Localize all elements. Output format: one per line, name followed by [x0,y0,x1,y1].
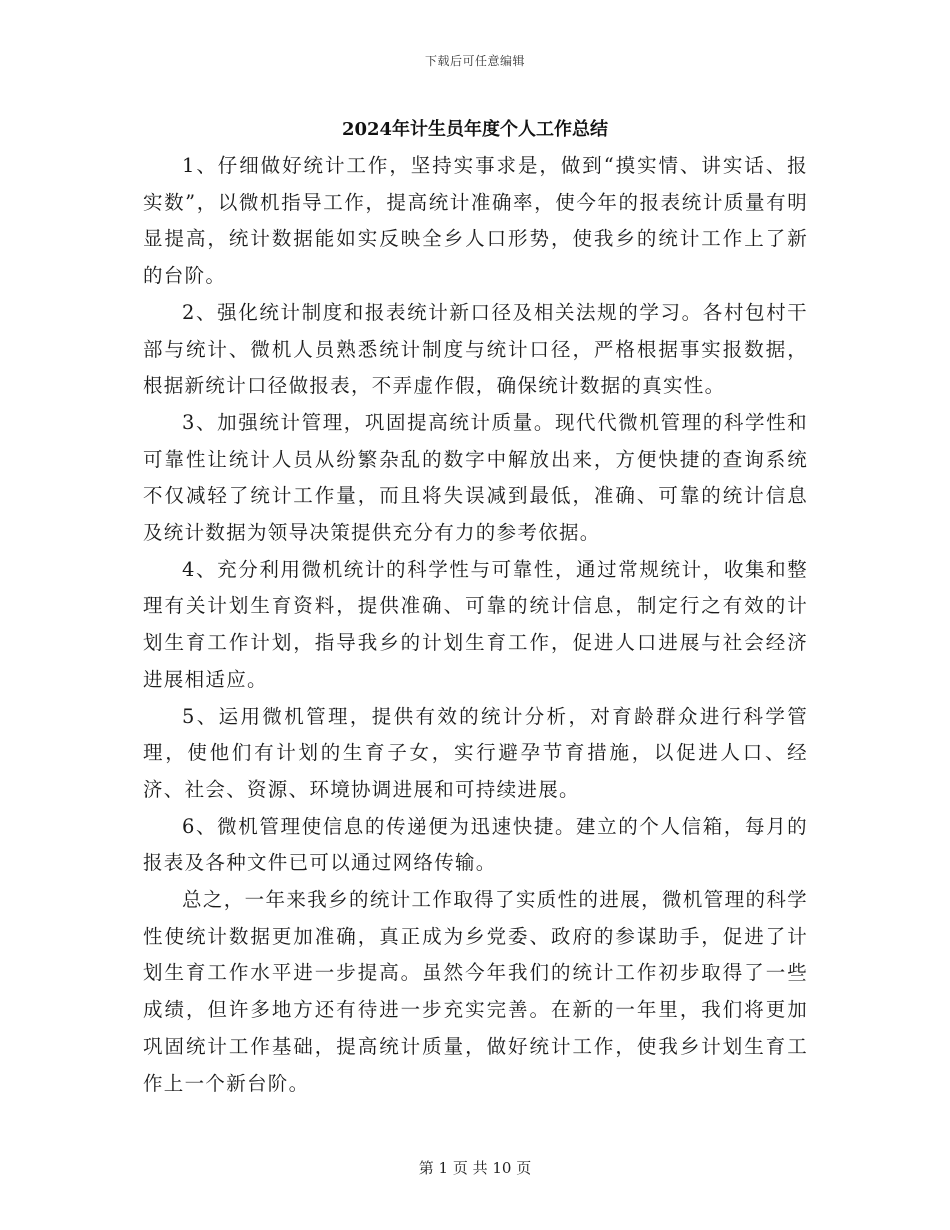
paragraph-summary: 总之，一年来我乡的统计工作取得了实质性的进展，微机管理的科学性使统计数据更加准确，真正成为乡党委、政府的参谋助手，促进了计划生育工作水平进一步提高。虽然今年我们的统计工作初步取得了一些成绩，但许多地方还有待进一步充实完善。在新的一年里，我们将更加巩固统计工作基础，提高统计质量，做好统计工作，使我乡计划生育工作上一个新台阶。 [143,888,808,1095]
page-number: 第 1 页 共 10 页 [418,1159,532,1177]
paragraph-3: 3、加强统计管理，巩固提高统计质量。现代代微机管理的科学性和可靠性让统计人员从纷繁杂乱的数字中解放出来，方便快捷的查询系统不仅减轻了统计工作量，而且将失误减到最低，准确、可靠的统计信息及统计数据为领导决策提供充分有力的参考依据。 [143,410,808,545]
document-body [143,148,808,1102]
header-note: 下载后可任意编辑 [424,54,525,68]
paragraph-6: 6、微机管理使信息的传递便为迅速快捷。建立的个人信箱，每月的报表及各种文件已可以通过网络传输。 [143,814,808,875]
paragraph-5: 5、运用微机管理，提供有效的统计分析，对育龄群众进行科学管理，使他们有计划的生育子女，实行避孕节育措施，以促进人口、经济、社会、资源、环境协调进展和可持续进展。 [143,704,808,801]
paragraph-2: 2、强化统计制度和报表统计新口径及相关法规的学习。各村包村干部与统计、微机人员熟悉统计制度与统计口径，严格根据事实报数据，根据新统计口径做报表，不弄虚作假，确保统计数据的真实性。 [143,300,808,398]
paragraph-4: 4、充分利用微机统计的科学性与可靠性，通过常规统计，收集和整理有关计划生育资料，提供准确、可靠的统计信息，制定行之有效的计划生育工作计划，指导我乡的计划生育工作，促进人口进展与社会经济进展相适应。 [143,557,808,691]
paragraph-1: 1、仔细做好统计工作，坚持实事求是，做到“摸实情、讲实话、报实数”，以微机指导工作，提高统计准确率，使今年的报表统计质量有明显提高，统计数据能如实反映全乡人口形势，使我乡的统计工作上了新的台阶。 [143,154,808,288]
document-title: 2024年计生员年度个人工作总结 [341,119,609,140]
